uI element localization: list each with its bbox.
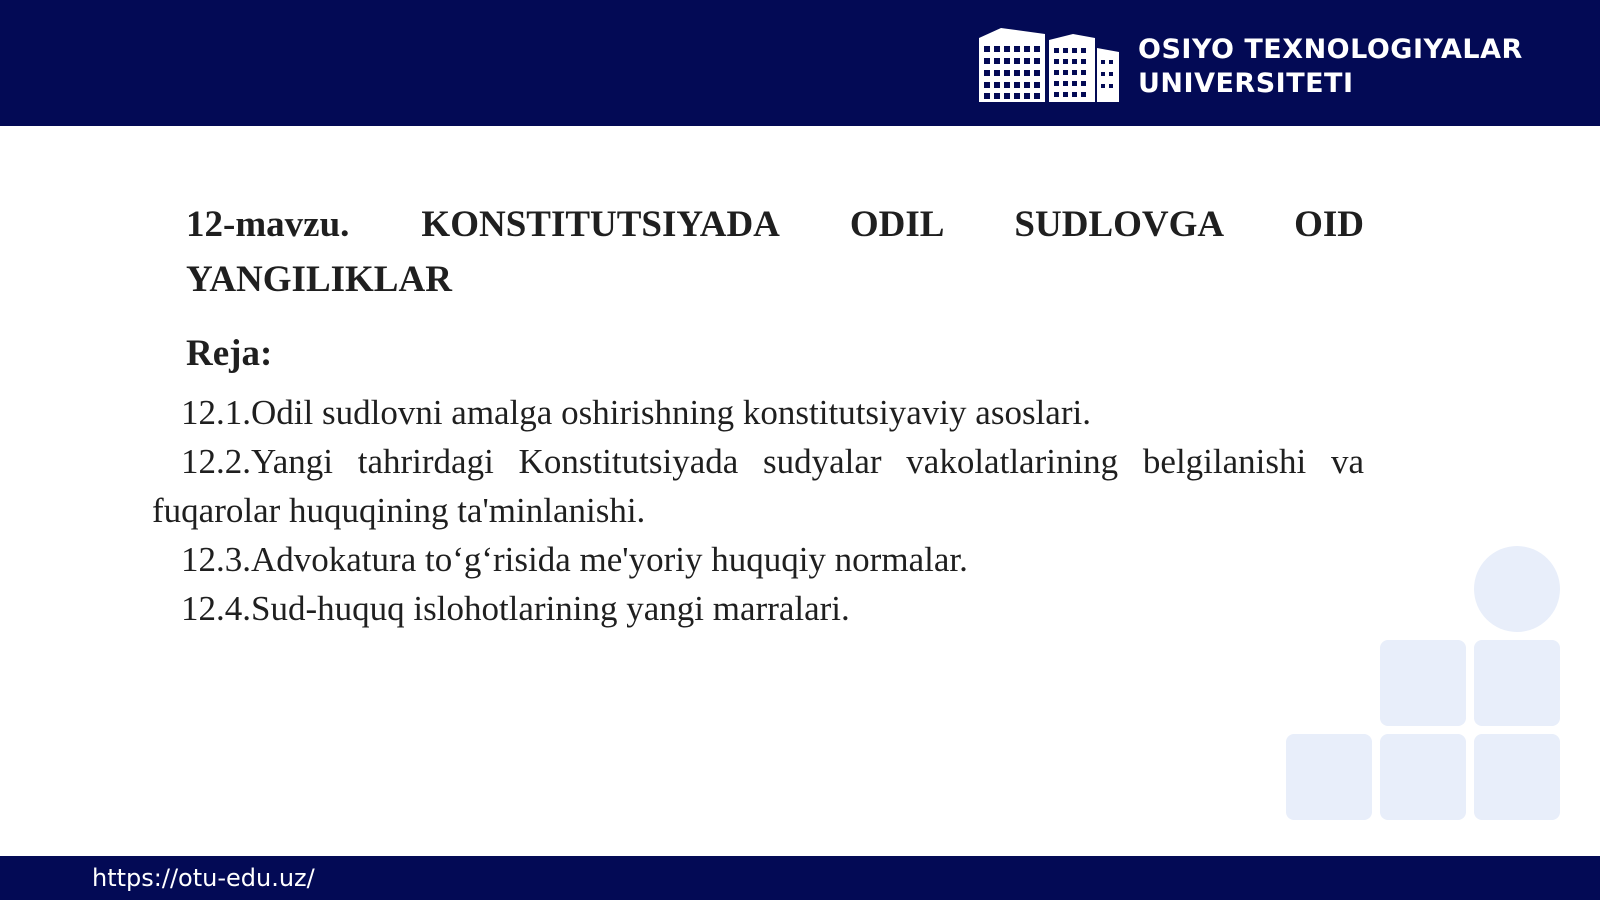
header-bar (0, 0, 1600, 126)
university-building-icon (975, 26, 1123, 104)
plan-item: 12.1.Odil sudlovni amalga oshirishning konstitutsiyaviy asoslari. (181, 393, 1091, 432)
footer-url-link[interactable]: https://otu-edu.uz/ (92, 864, 315, 892)
university-name (1138, 33, 1523, 101)
footer-bar (0, 856, 1600, 900)
plan-label: Reja: (186, 333, 273, 374)
university-name-line2: UNIVERSITETI (1138, 68, 1354, 99)
plan-item: 12.2.Yangi tahrirdagi Konstitutsiyada sudyalar vakolatlarining belgilanishi va fuqarolar huquqining ta'minlanishi. (152, 442, 1364, 530)
slide-title: 12-mavzu. KONSTITUTSIYADA ODIL SUDLOVGA OID YANGILIKLAR (186, 204, 1364, 300)
plan-item: 12.3.Advokatura to‘g‘risida me'yoriy huquqiy normalar. (181, 540, 968, 579)
plan-item: 12.4.Sud-huquq islohotlarining yangi marralari. (181, 589, 850, 628)
slide-content (152, 197, 1364, 633)
university-name-line1: OSIYO TEXNOLOGIYALAR (1138, 34, 1523, 65)
